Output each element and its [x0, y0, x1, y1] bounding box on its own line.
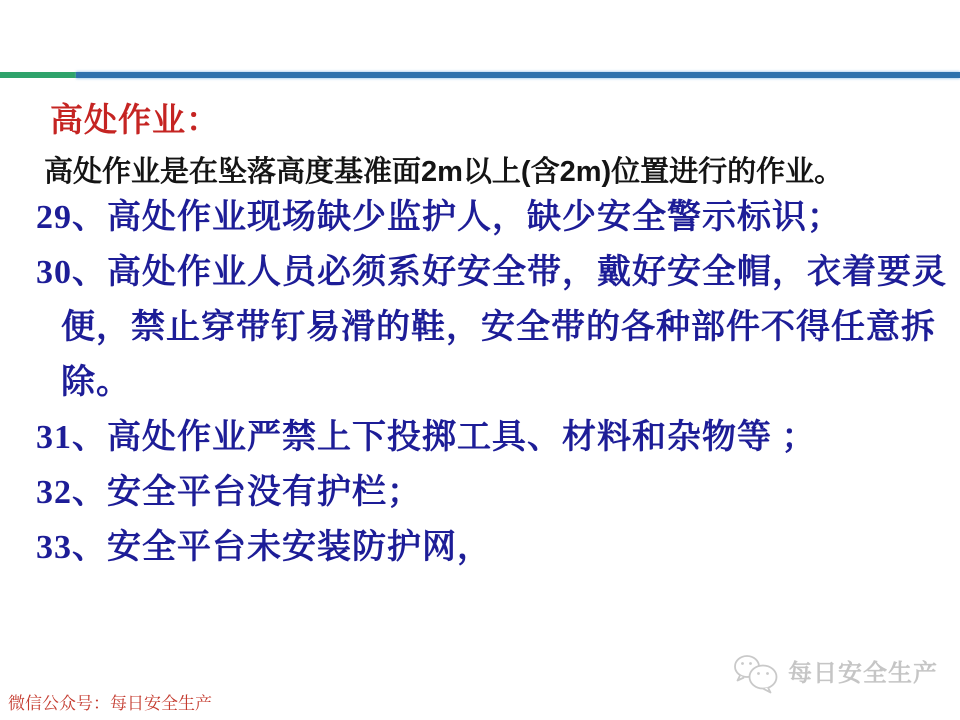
- list-item-30-line3: 除。: [61, 364, 131, 401]
- list-item-31: 31、高处作业严禁上下投掷工具、材料和杂物等 ；: [36, 419, 817, 456]
- list-item-33: 33、安全平台未安装防护网，: [36, 529, 492, 566]
- top-divider-rule: [0, 72, 960, 78]
- slide-heading: 高处作业：: [50, 101, 220, 138]
- wechat-icon: [732, 652, 782, 696]
- divider-blue-segment: [76, 72, 960, 78]
- list-item-29: 29、高处作业现场缺少监护人，缺少安全警示标识；: [36, 199, 842, 236]
- definition-text: 高处作业是在坠落高度基准面2m以上(含2m)位置进行的作业。: [44, 156, 844, 188]
- watermark-text: 每日安全生产: [788, 660, 938, 687]
- wechat-account-label: 微信公众号：每日安全生产: [8, 694, 212, 713]
- list-item-30-line2: 便，禁止穿带钉易滑的鞋，安全带的各种部件不得任意拆: [61, 309, 936, 346]
- numbered-items-list: [36, 190, 947, 575]
- list-item-32: 32、安全平台没有护栏；: [36, 474, 422, 511]
- watermark-logo: [732, 652, 938, 696]
- divider-green-segment: [0, 72, 76, 78]
- list-item-30-line1: 30、高处作业人员必须系好安全带，戴好安全帽，衣着要灵: [36, 254, 947, 291]
